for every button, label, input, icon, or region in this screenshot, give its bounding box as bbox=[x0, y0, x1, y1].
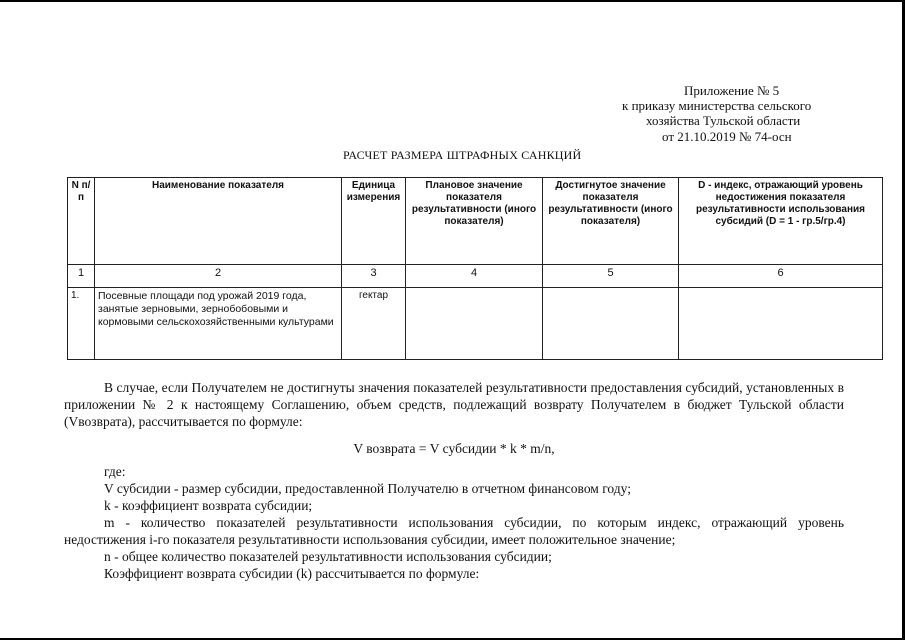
definition-m: m - количество показателей результативности использования субсидии, по которым индекс, отражающий уровень недостижения i-го показателя результативности использования субсидии, имеет положительное значение; bbox=[64, 515, 844, 547]
row-index-value bbox=[679, 288, 883, 360]
table-row bbox=[68, 288, 883, 360]
row-indicator-name: Посевные площади под урожай 2019 года, занятые зерновыми, зернобобовыми и кормовыми сельскохозяйственными культурами bbox=[95, 288, 342, 360]
column-number: 6 bbox=[679, 265, 883, 288]
table-header-row bbox=[68, 178, 883, 265]
document-title: РАСЧЕТ РАЗМЕРА ШТРАФНЫХ САНКЦИЙ bbox=[343, 148, 582, 162]
column-number: 4 bbox=[406, 265, 543, 288]
definition-v: V субсидии - размер субсидии, предоставленной Получателю в отчетном финансовом году; bbox=[104, 481, 631, 496]
row-num: 1. bbox=[68, 288, 95, 360]
header-num: N п/п bbox=[68, 178, 95, 265]
header-name: Наименование показателя bbox=[95, 178, 342, 265]
header-achieved: Достигнутое значение показателя результативности (иного показателя) bbox=[543, 178, 679, 265]
row-unit: гектар bbox=[342, 288, 406, 360]
coefficient-intro: Коэффициент возврата субсидии (k) рассчитывается по формуле: bbox=[104, 566, 480, 581]
appendix-line-1: Приложение № 5 bbox=[684, 83, 780, 98]
column-numbers-row bbox=[68, 265, 883, 288]
definition-n: n - общее количество показателей результативности использования субсидии; bbox=[104, 549, 552, 564]
column-number: 3 bbox=[342, 265, 406, 288]
scan-border-top bbox=[0, 0, 905, 2]
return-formula: V возврата = V субсидии * k * m/n, bbox=[353, 441, 555, 456]
appendix-line-2: к приказу министерства сельского bbox=[622, 98, 812, 113]
column-number: 1 bbox=[68, 265, 95, 288]
where-label: где: bbox=[104, 464, 126, 479]
column-number: 5 bbox=[543, 265, 679, 288]
appendix-line-3: хозяйства Тульской области bbox=[646, 113, 801, 128]
appendix-line-4: от 21.10.2019 № 74-осн bbox=[662, 129, 792, 144]
header-plan: Плановое значение показателя результативности (иного показателя) bbox=[406, 178, 543, 265]
row-plan-value bbox=[406, 288, 543, 360]
body-text bbox=[64, 379, 844, 582]
sanctions-table bbox=[67, 177, 883, 360]
row-achieved-value bbox=[543, 288, 679, 360]
header-index: D - индекс, отражающий уровень недостижения показателя результативности использования субсидий (D = 1 - гр.5/гр.4) bbox=[679, 178, 883, 265]
paragraph-condition: В случае, если Получателем не достигнуты значения показателей результативности предоставления субсидий, установленных в приложении № 2 к настоящему Соглашению, объем средств, подлежащий возврату Получателем в бюджет Тульской области (Vвозврата), рассчитывается по формуле: bbox=[64, 380, 844, 429]
definition-k: k - коэффициент возврата субсидии; bbox=[104, 498, 313, 513]
column-number: 2 bbox=[95, 265, 342, 288]
header-unit: Единица измерения bbox=[342, 178, 406, 265]
